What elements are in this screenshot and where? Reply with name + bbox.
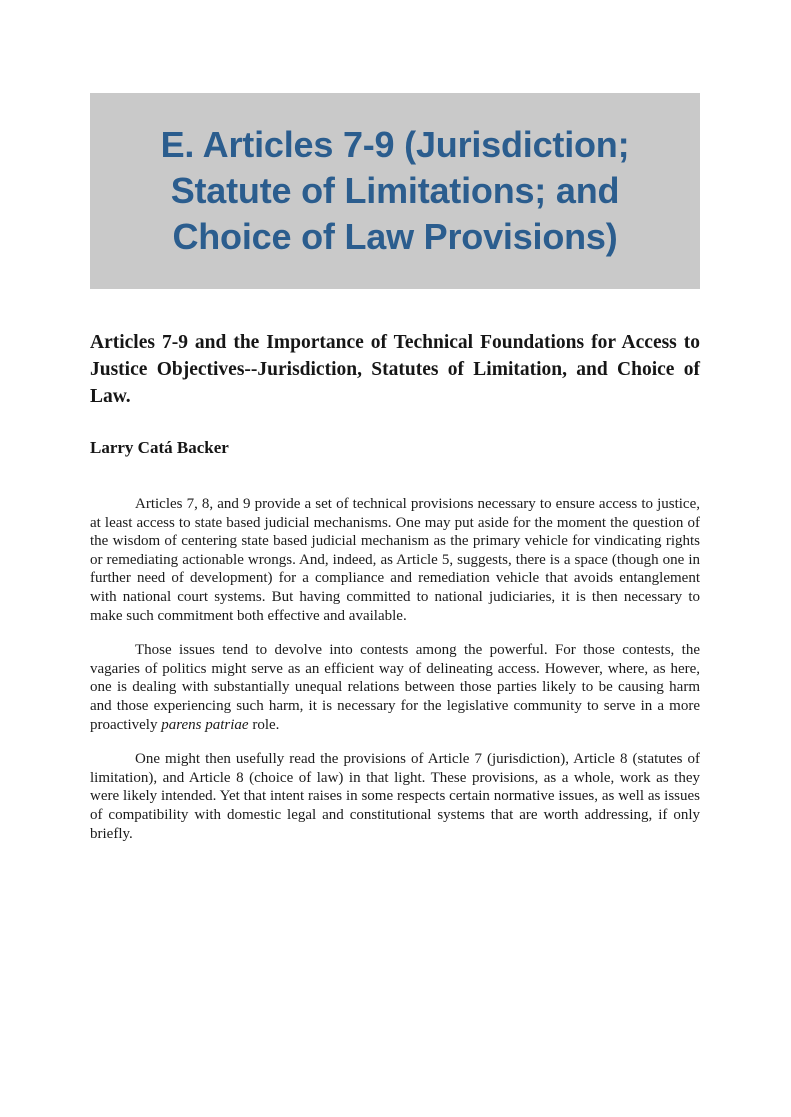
italic-phrase: parens patriae xyxy=(161,716,249,733)
title-banner xyxy=(90,93,700,289)
document-page xyxy=(0,93,791,1117)
article-heading: Articles 7-9 and the Importance of Technical Foundations for Access to Justice Objectives--Jurisdiction, Statutes of Limitation, and Choice of Law. xyxy=(90,332,700,407)
author-byline: Larry Catá Backer xyxy=(90,438,229,457)
paragraph-text: role. xyxy=(248,716,280,733)
content-column xyxy=(90,93,700,843)
paragraph-text: Those issues tend to devolve into contests among the powerful. For those contests, the vagaries of politics might serve as an efficient way of delineating access. However, where, as here, one is dealing with substantially unequal relations between those parties likely to be causing harm and those experiencing such harm, it is necessary for the legislative community to serve in a more proactively xyxy=(90,642,700,733)
paragraph-text: Articles 7, 8, and 9 provide a set of technical provisions necessary to ensure access to justice, at least access to state based judicial mechanisms. One may put aside for the moment the question of the wisdom of centering state based judicial mechanism as the primary vehicle for vindicating rights or remediating actionable wrongs. And, indeed, as Article 5, suggests, there is a space (though one in further need of development) for a compliance and remediation vehicle that avoids entanglement with national court systems. But having committed to national judiciaries, it is then necessary to make such commitment both effective and available. xyxy=(90,496,700,624)
body-paragraph-2 xyxy=(90,641,700,734)
body-paragraph-3 xyxy=(90,750,700,843)
paragraph-text: One might then usefully read the provisions of Article 7 (jurisdiction), Article 8 (statutes of limitation), and Article 8 (choice of law) in that light. These provisions, as a whole, work as they were likely intended. Yet that intent raises in some respects certain normative issues, as well as issues of compatibility with domestic legal and constitutional systems that are worth addressing, if only briefly. xyxy=(90,751,700,842)
body-paragraph-1 xyxy=(90,495,700,625)
banner-title: E. Articles 7-9 (Jurisdiction; Statute of Limitations; and Choice of Law Provisions) xyxy=(160,124,630,257)
